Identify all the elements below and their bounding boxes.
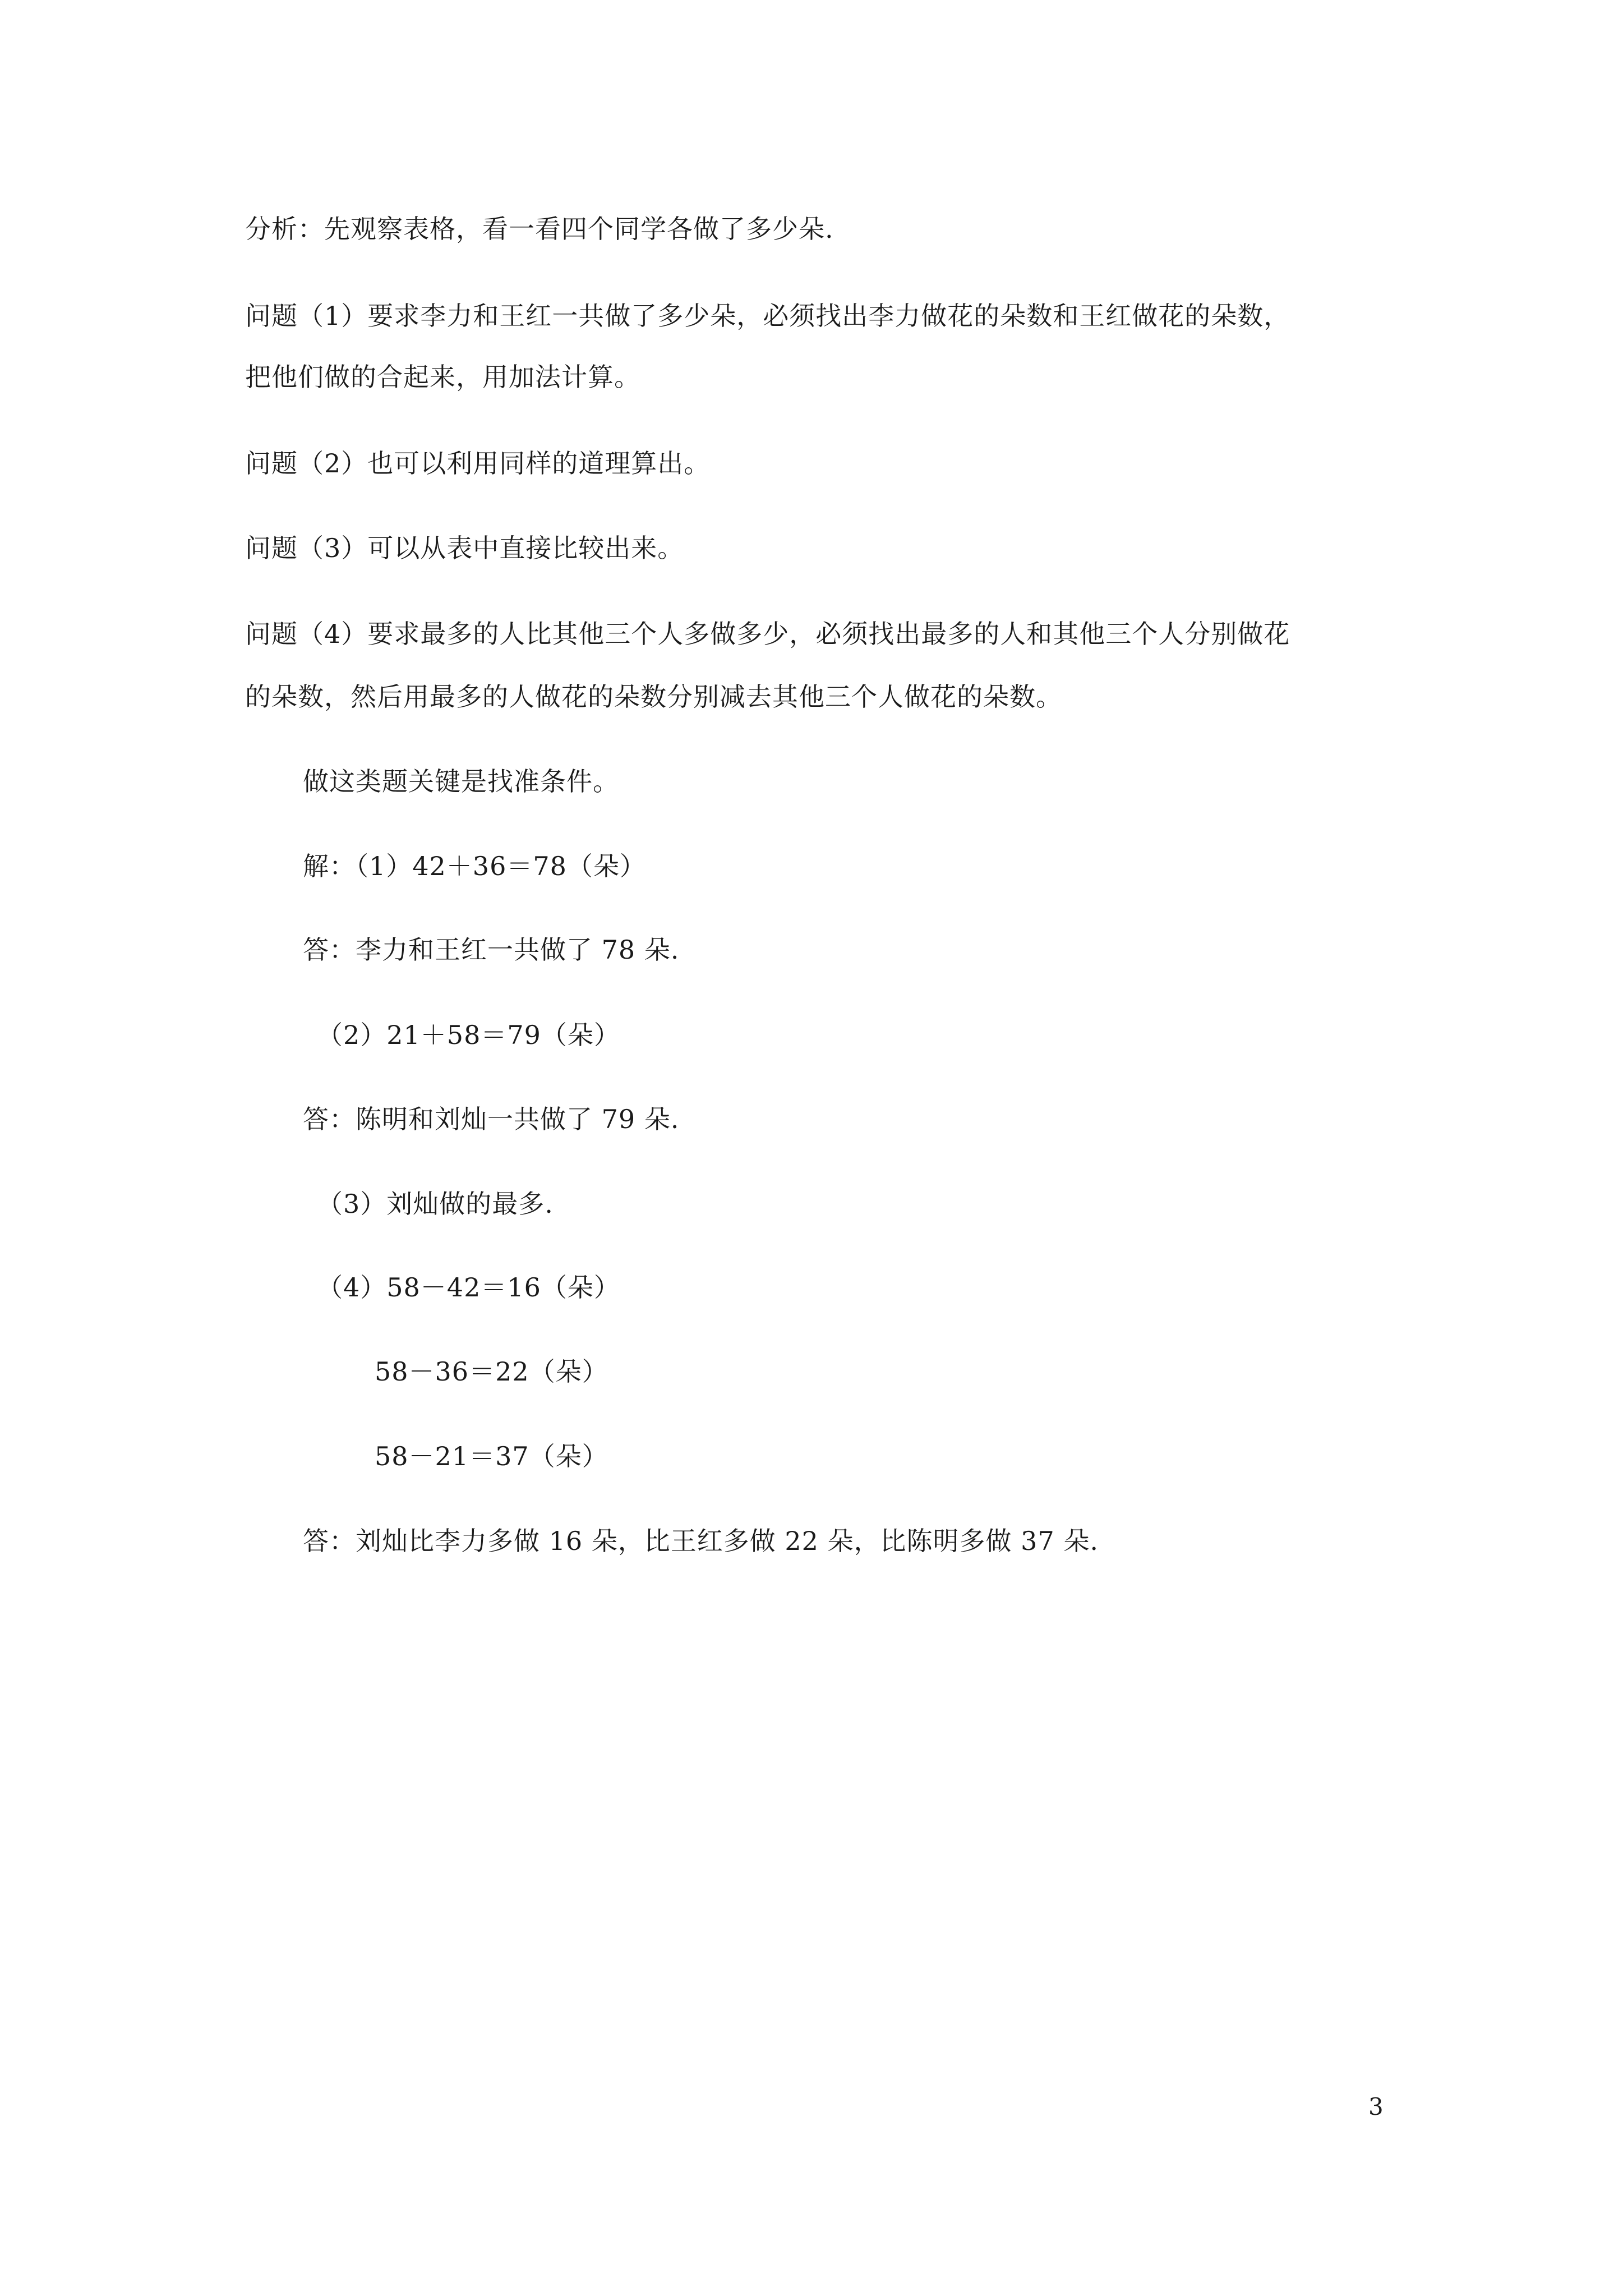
solution-4-step-1: （4）58－42＝16（朵） [317,1272,620,1303]
solution-3: （3）刘灿做的最多. [317,1189,554,1219]
answer-2: 答：陈明和刘灿一共做了 79 朵. [303,1104,680,1134]
question-1-line-2: 把他们做的合起来，用加法计算。 [245,362,640,392]
question-3: 问题（3）可以从表中直接比较出来。 [245,533,684,563]
solution-2: （2）21＋58＝79（朵） [317,1020,620,1050]
question-4-line-1: 问题（4）要求最多的人比其他三个人多做多少，必须找出最多的人和其他三个人分别做花 [245,619,1290,649]
answer-4: 答：刘灿比李力多做 16 朵，比王红多做 22 朵，比陈明多做 37 朵. [303,1526,1099,1556]
solution-4-step-2: 58－36＝22（朵） [375,1356,608,1387]
solution-1: 解：（1）42＋36＝78（朵） [303,851,646,881]
key-point: 做这类题关键是找准条件。 [303,766,619,797]
page-number: 3 [1368,2093,1384,2120]
answer-1: 答：李力和王红一共做了 78 朵. [303,935,680,965]
question-4-line-2: 的朵数，然后用最多的人做花的朵数分别减去其他三个人做花的朵数。 [245,682,1062,712]
analysis-intro: 分析：先观察表格，看一看四个同学各做了多少朵. [245,214,834,244]
question-2: 问题（2）也可以利用同样的道理算出。 [245,448,711,478]
solution-4-step-3: 58－21＝37（朵） [375,1441,608,1471]
question-1-line-1: 问题（1）要求李力和王红一共做了多少朵，必须找出李力做花的朵数和王红做花的朵数， [245,301,1290,331]
